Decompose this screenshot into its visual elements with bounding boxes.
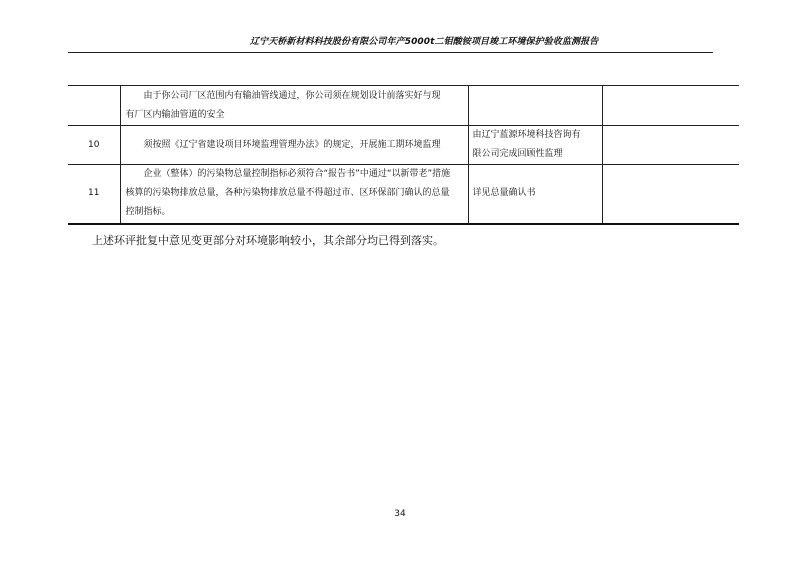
row-number: 10 [68,126,120,165]
header-divider [68,52,713,53]
approval-implementation-table [68,85,739,225]
requirement-line: 由于你公司厂区范围内有输油管线通过，你公司须在规划设计前落实好与现 [143,90,441,101]
report-header-title: 辽宁天桥新材料科技股份有限公司年产5000t二钼酸铵项目竣工环境保护验收监测报告 [250,37,599,47]
requirement-line: 控制指标。 [125,207,171,218]
row-number: 11 [68,165,120,224]
extra-cell [602,126,739,165]
requirement-cell [120,126,468,165]
result-cell [468,165,602,224]
table-row [68,126,739,165]
table-row [68,86,739,126]
requirement-cell [120,165,468,224]
requirement-line: 须按照《辽宁省建设项目环境监理管理办法》的规定，开展施工期环境监理 [143,139,441,150]
table-row [68,165,739,224]
result-line: 详见总量确认书 [472,188,536,199]
requirement-cell [120,86,468,126]
summary-paragraph: 上述环评批复中意见变更部分对环境影响较小，其余部分均已得到落实。 [92,234,444,247]
page-number: 34 [394,509,406,519]
result-line: 由辽宁蓝源环境科技咨询有 [472,130,581,140]
result-cell [468,86,602,126]
requirement-line: 企业（整体）的污染物总量控制指标必须符合“报告书”中通过“以新带老”措施 [143,169,451,180]
requirement-line: 有厂区内输油管道的安全 [125,109,225,120]
extra-cell [602,86,739,126]
result-cell [468,126,602,165]
requirement-line: 核算的污染物排放总量，各种污染物排放总量不得超过市、区环保部门确认的总量 [125,188,450,199]
extra-cell [602,165,739,224]
row-number [68,86,120,126]
result-line: 限公司完成回顾性监理 [472,149,563,159]
